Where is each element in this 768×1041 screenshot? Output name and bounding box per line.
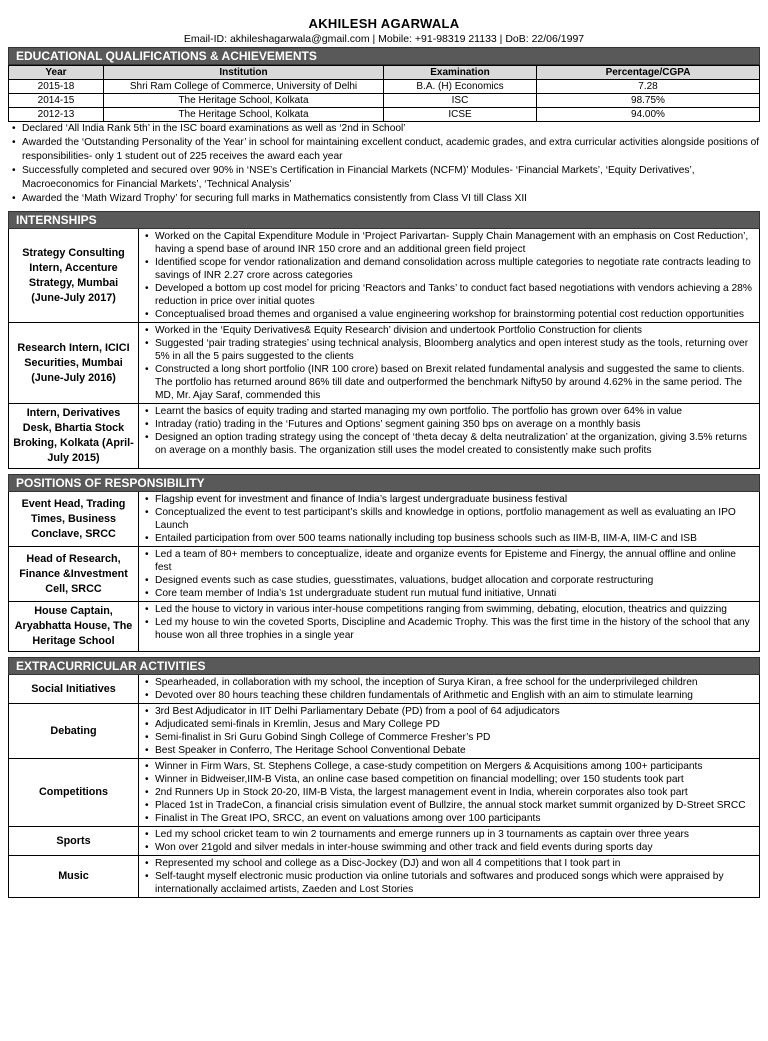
list-item: • Devoted over 80 hours teaching these children fundamentals of Arithmetic and English with an aim to stimulate learning	[141, 689, 755, 702]
block-items	[141, 705, 755, 757]
list-item: • Adjudicated semi-finals in Kremlin, Jesus and Mary College PD	[141, 718, 755, 731]
cell: The Heritage School, Kolkata	[104, 108, 384, 122]
section-education-title: EDUCATIONAL QUALIFICATIONS & ACHIEVEMENTS	[8, 47, 760, 65]
list-item: • Suggested ‘pair trading strategies’ using technical analysis, Bloomberg analytics and open interest study as the tools, returning over 5% in all the 5 pairs suggested to the clients	[141, 337, 755, 363]
list-item: • Semi-finalist in Sri Guru Gobind Singh College of Commerce Fresher’s PD	[141, 731, 755, 744]
table-row	[9, 94, 760, 108]
table-row	[9, 80, 760, 94]
cell: 2014-15	[9, 94, 104, 108]
col-examination: Examination	[384, 66, 537, 80]
list-item: • Developed a bottom up cost model for pricing ‘Reactors and Tanks’ to conduct fact based negotiations with vendors achieving a 28% reduction in price over initial quotes	[141, 282, 755, 308]
list-item: • Self-taught myself electronic music production via online tutorials and softwares and produced songs which were appraised by internationally acclaimed artists, Zaeden and Lost Stories	[141, 870, 755, 896]
list-item: • Winner in Firm Wars, St. Stephens College, a case-study competition on Mergers & Acquisitions among 100+ participants	[141, 760, 755, 773]
cell: Shri Ram College of Commerce, University of Delhi	[104, 80, 384, 94]
section-positions-title: POSITIONS OF RESPONSIBILITY	[8, 474, 760, 492]
positions-block	[8, 492, 760, 547]
list-item: • Led my school cricket team to win 2 tournaments and emerge runners up in 3 tournaments as captain over three years	[141, 828, 755, 841]
section-internships-title: INTERNSHIPS	[8, 211, 760, 229]
block-items	[141, 676, 755, 702]
cell: ICSE	[384, 108, 537, 122]
block-items	[141, 324, 755, 402]
block-label: Intern, Derivatives Desk, Bhartia Stock Broking, Kolkata (April-July 2015)	[9, 404, 139, 468]
positions-block	[8, 547, 760, 602]
list-item: • Led the house to victory in various inter-house competitions ranging from swimming, debating, elocution, theatrics and quizzing	[141, 603, 755, 616]
list-item: • Represented my school and college as a Disc-Jockey (DJ) and won all 4 competitions that I took part in	[141, 857, 755, 870]
col-year: Year	[9, 66, 104, 80]
cell: 2012-13	[9, 108, 104, 122]
cell: The Heritage School, Kolkata	[104, 94, 384, 108]
list-item: • 3rd Best Adjudicator in IIT Delhi Parliamentary Debate (PD) from a pool of 64 adjudicators	[141, 705, 755, 718]
block-label: Competitions	[9, 759, 139, 826]
list-item: • Won over 21gold and silver medals in inter-house swimming and other track and field events during sports day	[141, 841, 755, 854]
list-item: • Designed events such as case studies, guesstimates, valuations, budget allocation and corporate restructuring	[141, 574, 755, 587]
block-items	[141, 493, 755, 545]
section-extracurricular-title: EXTRACURRICULAR ACTIVITIES	[8, 657, 760, 675]
internships-block	[8, 404, 760, 469]
list-item: • Placed 1st in TradeCon, a financial crisis simulation event of Bullzire, the annual stock market summit organized by D-Street SRCC	[141, 799, 755, 812]
list-item: • Worked in the ‘Equity Derivatives& Equity Research’ division and undertook Portfolio Construction for clients	[141, 324, 755, 337]
extracurricular-block	[8, 675, 760, 704]
block-label: Debating	[9, 704, 139, 758]
extracurricular-block	[8, 827, 760, 856]
col-institution: Institution	[104, 66, 384, 80]
cell: ISC	[384, 94, 537, 108]
block-label: Event Head, Trading Times, Business Conclave, SRCC	[9, 492, 139, 546]
block-label: House Captain, Aryabhatta House, The Heritage School	[9, 602, 139, 651]
candidate-name: AKHILESH AGARWALA	[308, 16, 460, 31]
achievements-list	[8, 122, 760, 206]
cell: 98.75%	[537, 94, 760, 108]
list-item: • Finalist in The Great IPO, SRCC, an event on valuations among over 100 participants	[141, 812, 755, 825]
list-item: • 2nd Runners Up in Stock 20-20, IIM-B Vista, the largest management event in India, wherein corporates also took part	[141, 786, 755, 799]
list-item: • Spearheaded, in collaboration with my school, the inception of Surya Kiran, a free school for the underprivileged children	[141, 676, 755, 689]
list-item: • Conceptualised broad themes and organised a value engineering workshop for brainstorming potential cost reduction opportunities	[141, 308, 755, 321]
positions-list	[8, 492, 760, 652]
block-label: Research Intern, ICICI Securities, Mumbai (June-July 2016)	[9, 323, 139, 403]
list-item: • Successfully completed and secured over 90% in ‘NSE’s Certification in Financial Markets (NCFM)’ Modules- ‘Financial Markets’, ‘Equity Derivatives’, Macroeconomics for Financial Markets’, ‘Technical Analysis’	[8, 164, 760, 192]
block-label: Music	[9, 856, 139, 897]
block-label: Sports	[9, 827, 139, 855]
extracurricular-block	[8, 856, 760, 898]
education-table	[8, 65, 760, 122]
list-item: • Winner in Bidweiser,IIM-B Vista, an online case based competition on financial modelling; over 150 students took part	[141, 773, 755, 786]
list-item: • Entailed participation from over 500 teams nationally including top business schools such as IIM-B, IIM-A, IIM-C and ISB	[141, 532, 755, 545]
list-item: • Learnt the basics of equity trading and started managing my own portfolio. The portfolio has grown over 64% in value	[141, 405, 755, 418]
internships-block	[8, 229, 760, 323]
cell: B.A. (H) Economics	[384, 80, 537, 94]
block-label: Strategy Consulting Intern, Accenture Strategy, Mumbai (June-July 2017)	[9, 229, 139, 322]
list-item: • Led a team of 80+ members to conceptualize, ideate and organize events for Episteme and Finergy, the annual offline and online fest	[141, 548, 755, 574]
list-item: • Flagship event for investment and finance of India’s largest undergraduate business festival	[141, 493, 755, 506]
list-item: • Designed an option trading strategy using the concept of ‘theta decay & delta neutralization’ at the organization, giving 3.5% returns on average on a monthly basis. The organization still uses the model created to consistently make such profits	[141, 431, 755, 457]
block-items	[141, 405, 755, 457]
list-item: • Intraday (ratio) trading in the ‘Futures and Options’ segment gaining 350 bps on average on a monthly basis	[141, 418, 755, 431]
internships-block	[8, 323, 760, 404]
col-percentage: Percentage/CGPA	[537, 66, 760, 80]
extracurricular-block	[8, 759, 760, 827]
list-item: • Awarded the ‘Math Wizard Trophy’ for securing full marks in Mathematics consistently from Class VI till Class XII	[8, 192, 760, 206]
cell: 94.00%	[537, 108, 760, 122]
extracurricular-block	[8, 704, 760, 759]
list-item: • Awarded the ‘Outstanding Personality of the Year’ in school for maintaining excellent conduct, academic grades, and extra curricular activities alongside positions of responsibilities- only 1 student out of 225 receives the award each year	[8, 136, 760, 164]
block-label: Social Initiatives	[9, 675, 139, 703]
list-item: • Constructed a long short portfolio (INR 100 crore) based on Brexit related fundamental analysis and suggested the same to clients. The portfolio has returned around 86% till date and outperformed the benchmark Nifty50 by around 4.62% in the same period. The MD, Mr. Ajay Saraf, commended this	[141, 363, 755, 402]
cell: 2015-18	[9, 80, 104, 94]
cell: 7.28	[537, 80, 760, 94]
internships-list	[8, 229, 760, 469]
contact-line: Email-ID: akhileshagarwala@gmail.com | Mobile: +91-98319 21133 | DoB: 22/06/1997	[183, 33, 585, 45]
list-item: • Core team member of India’s 1st undergraduate student run mutual fund initiative, Unnati	[141, 587, 755, 600]
block-items	[141, 230, 755, 321]
extracurricular-list	[8, 675, 760, 898]
block-items	[141, 828, 755, 854]
list-item: • Best Speaker in Conferro, The Heritage School Conventional Debate	[141, 744, 755, 757]
list-item: • Worked on the Capital Expenditure Module in ‘Project Parivartan- Supply Chain Management with an emphasis on Cost Reduction’, having a spend base of around INR 150 crore and an additional green field project	[141, 230, 755, 256]
list-item: • Conceptualized the event to test participant’s skills and knowledge in options, portfolio management as well as evaluating an IPO Launch	[141, 506, 755, 532]
resume-page	[8, 17, 760, 898]
block-label: Head of Research, Finance &Investment Cell, SRCC	[9, 547, 139, 601]
list-item: • Declared ‘All India Rank 5th’ in the ISC board examinations as well as ‘2nd in School’	[8, 122, 760, 136]
positions-block	[8, 602, 760, 652]
list-item: • Identified scope for vendor rationalization and demand consolidation across multiple categories to negotiate rate contracts leading to savings of INR 2.27 crore across categories	[141, 256, 755, 282]
block-items	[141, 548, 755, 600]
table-row	[9, 108, 760, 122]
block-items	[141, 857, 755, 896]
block-items	[141, 760, 755, 825]
list-item: • Led my house to win the coveted Sports, Discipline and Academic Trophy. This was the first time in the history of the school that any house won all three trophies in a single year	[141, 616, 755, 642]
block-items	[141, 603, 755, 642]
